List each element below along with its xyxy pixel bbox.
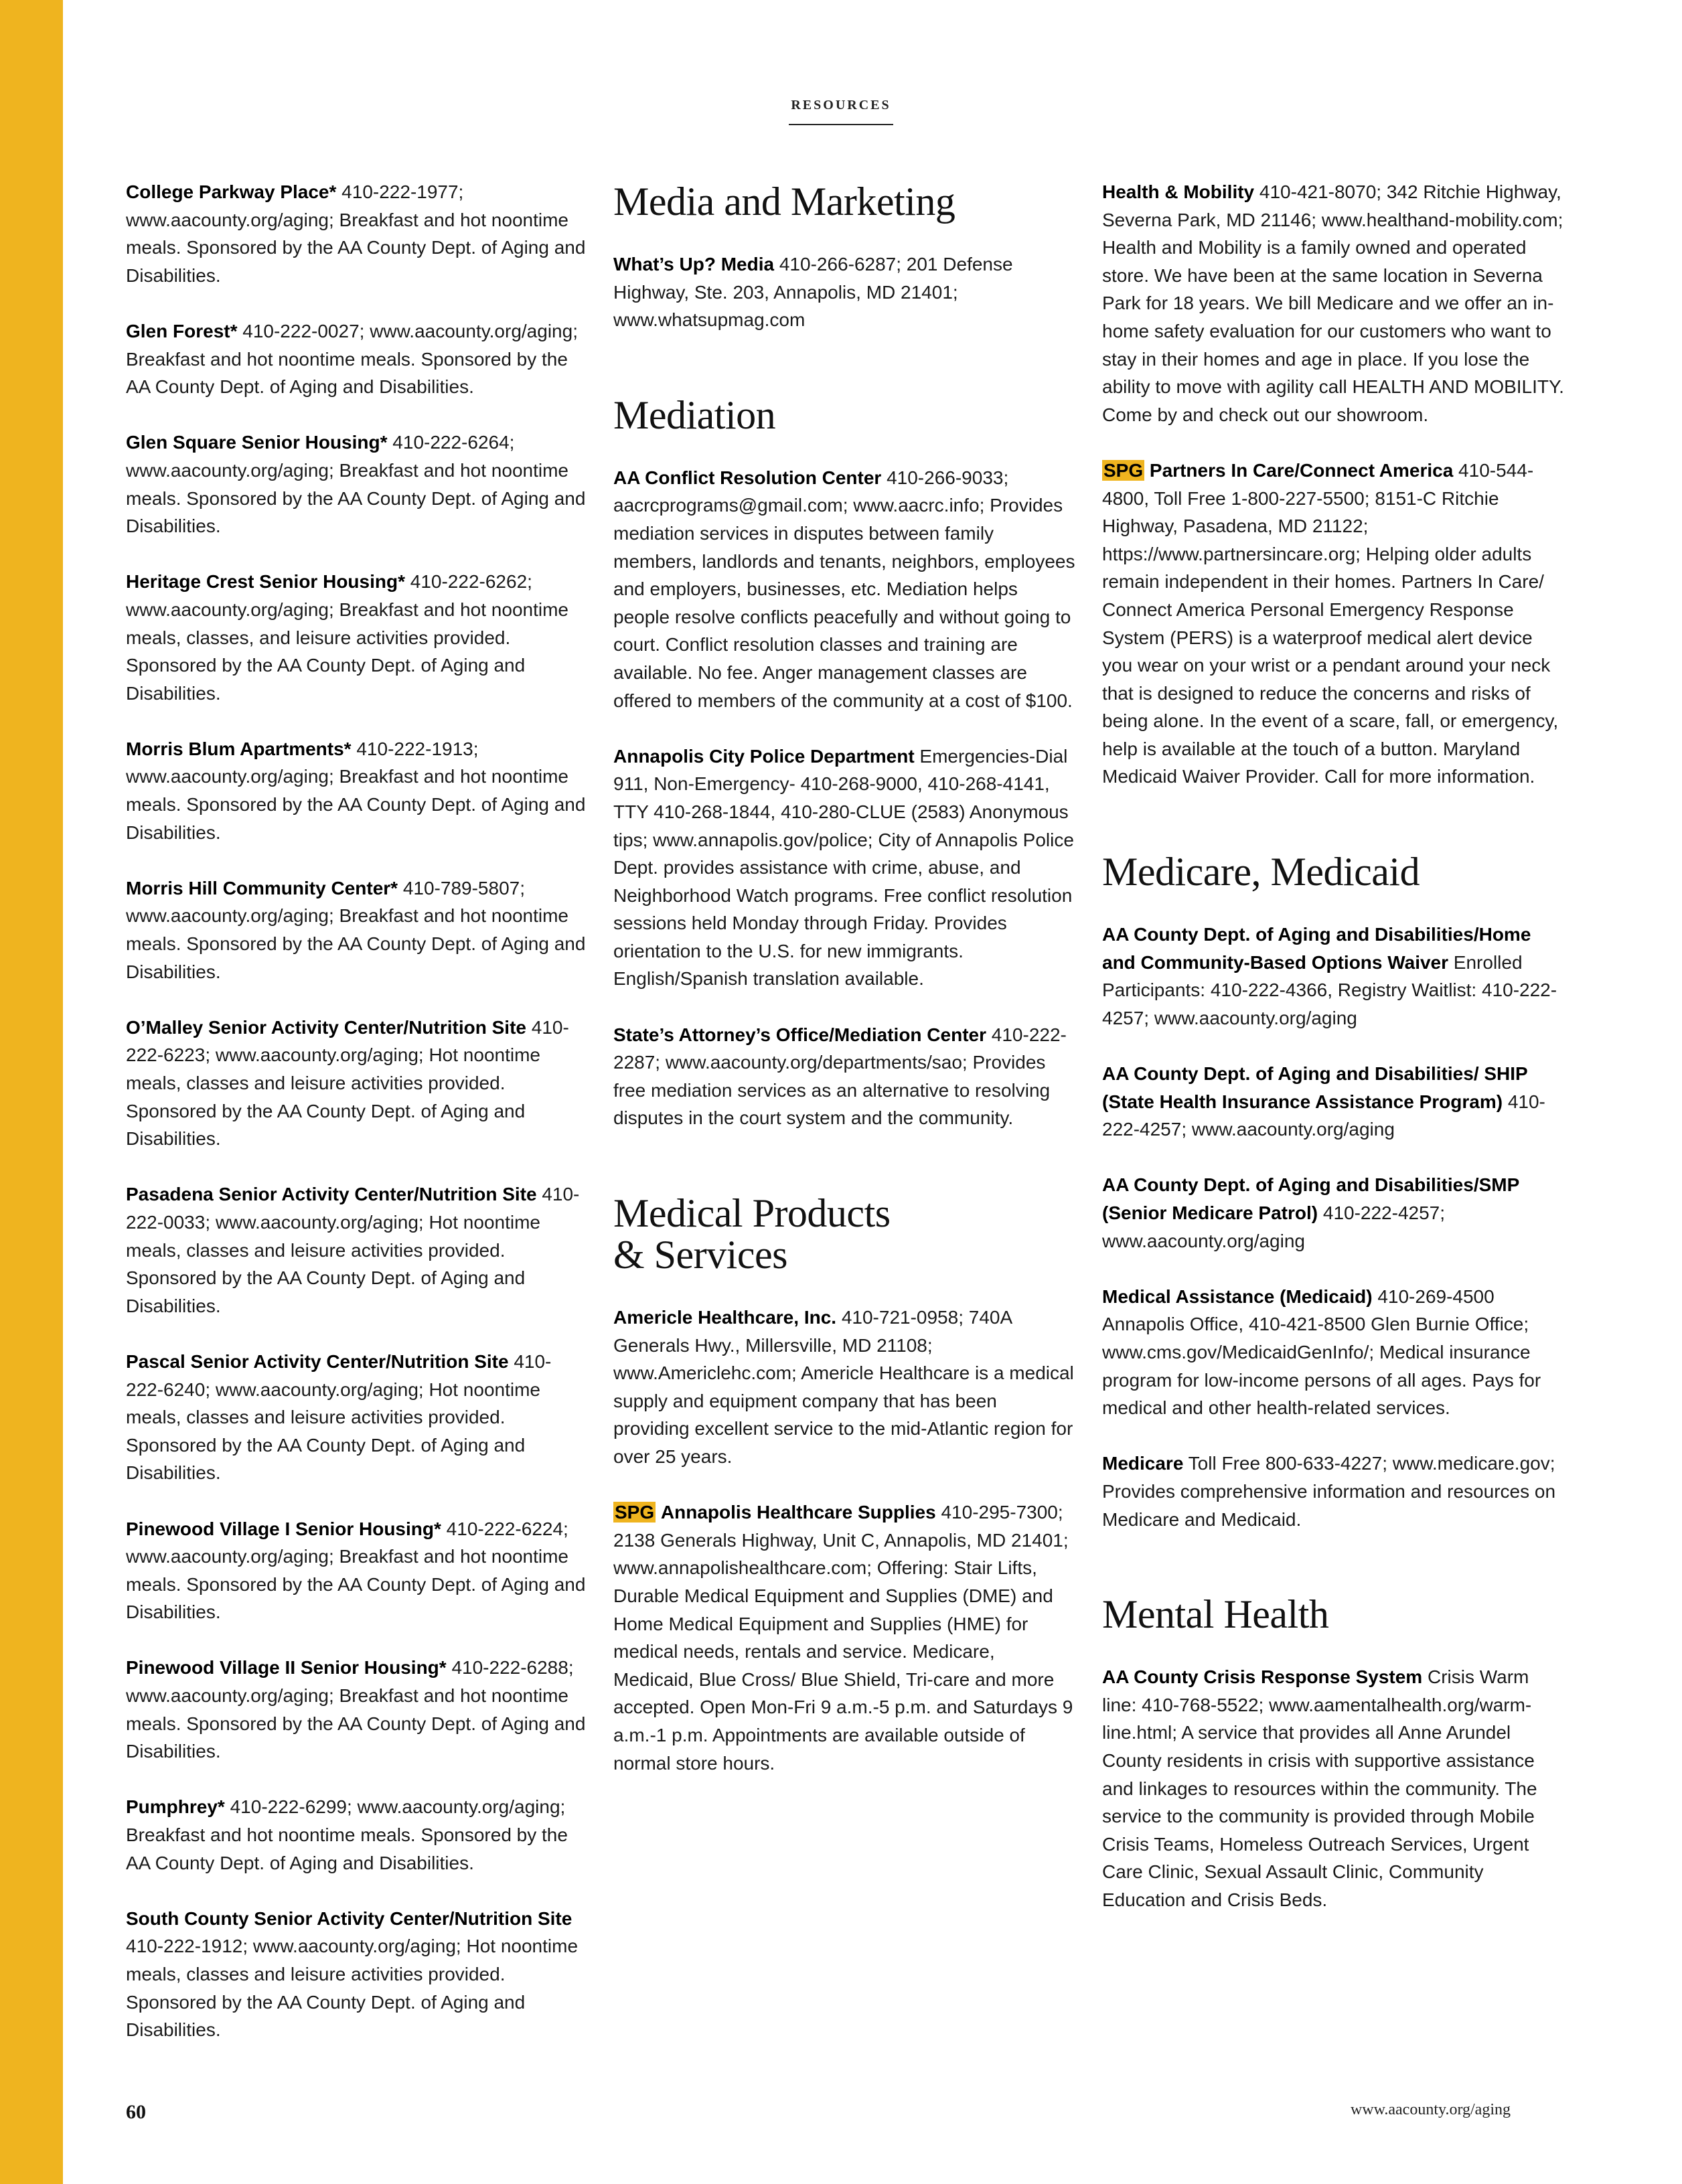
- listing-entry: [126, 178, 588, 289]
- listing-entry: [613, 464, 1075, 714]
- section-title-medical-products: [613, 1192, 1075, 1275]
- listing-details: 410-222-2287; www.aacounty.org/departments/sao; Provides free mediation services as an alternative to resolving disputes in the court system and the community.: [613, 1024, 1067, 1129]
- listing-entry: [126, 874, 588, 986]
- listing-entry: [1102, 178, 1564, 428]
- section-title-mental-health: Mental Health: [1102, 1592, 1329, 1637]
- listing-details: 410-721-0958; 740A Generals Hwy., Millersville, MD 21108; www.Americlehc.com; Americle Healthcare is a medical supply and equipment company that has been providing excellent service to the mid-Atlantic region for over 25 years.: [613, 1307, 1074, 1467]
- section-title-line: & Services: [613, 1233, 787, 1277]
- listing-entry: [126, 568, 588, 707]
- listing-name: Glen Forest*: [126, 320, 238, 341]
- listing-entry: [613, 1304, 1075, 1471]
- section-title-medicare-medicaid: Medicare, Medicaid: [1102, 850, 1420, 894]
- listing-name: Pinewood Village I Senior Housing*: [126, 1518, 441, 1539]
- listing-details: 410-222-6264; www.aacounty.org/aging; Breakfast and hot noontime meals. Sponsored by the AA County Dept. of Aging and Disabilities.: [126, 432, 586, 537]
- listing-details: 410-789-5807; www.aacounty.org/aging; Breakfast and hot noontime meals. Sponsored by the AA County Dept. of Aging and Disabilities.: [126, 877, 586, 982]
- listing-name: South County Senior Activity Center/Nutrition Site: [126, 1907, 572, 1929]
- listing-name: AA County Dept. of Aging and Disabilities/Home and Community-Based Options Waiver: [1102, 924, 1531, 973]
- listing-name: Medicare: [1102, 1453, 1184, 1474]
- listing-details: 410-421-8070; 342 Ritchie Highway, Severna Park, MD 21146; www.healthand-mobility.com; Health and Mobility is a family owned and operated store. We have been at the same location in Severna Park for 18 years. We bill Medicare and we offer an in-home safety evaluation for our customers who want to stay in their homes and age in place. If you lose the ability to move with agility call HEALTH AND MOBILITY. Come by and check out our showroom.: [1102, 181, 1564, 425]
- listing-details: 410-222-6262; www.aacounty.org/aging; Breakfast and hot noontime meals, classes, and leisure activities provided. Sponsored by the AA County Dept. of Aging and Disabilities.: [126, 571, 568, 704]
- listing-entry: [613, 1498, 1075, 1777]
- listing-entry: [1102, 1171, 1564, 1255]
- listing-name: Annapolis City Police Department: [613, 745, 915, 767]
- listing-name: Pinewood Village II Senior Housing*: [126, 1657, 447, 1679]
- listing-entry: [126, 735, 588, 846]
- listing-entry: [1102, 457, 1564, 791]
- listing-entry: [1102, 1663, 1564, 1914]
- listing-entry: [613, 1021, 1075, 1132]
- spg-badge: SPG: [615, 1502, 655, 1523]
- listing-name: Medical Assistance (Medicaid): [1102, 1285, 1373, 1307]
- listing-name: AA County Dept. of Aging and Disabilities/ SHIP (State Health Insurance Assistance Program): [1102, 1063, 1528, 1112]
- listing-details: 410-222-6223; www.aacounty.org/aging; Hot noontime meals, classes and leisure activities provided. Sponsored by the AA County Dept. of Aging and Disabilities.: [126, 1016, 569, 1150]
- column-3: [1102, 178, 1564, 1942]
- listing-name: Glen Square Senior Housing*: [126, 432, 388, 453]
- listing-details: 410-222-1912; www.aacounty.org/aging; Hot noontime meals, classes and leisure activities provided. Sponsored by the AA County Dept. of Aging and Disabilities.: [126, 1936, 579, 2041]
- listing-details: 410-222-4257; www.aacounty.org/aging: [1102, 1091, 1545, 1140]
- listing-entry: [1102, 921, 1564, 1032]
- listing-details: Enrolled Participants: 410-222-4366, Registry Waitlist: 410-222-4257; www.aacounty.org/aging: [1102, 951, 1557, 1028]
- listing-name: Pascal Senior Activity Center/Nutrition Site: [126, 1350, 509, 1372]
- listing-details: 410-222-0033; www.aacounty.org/aging; Hot noontime meals, classes and leisure activities provided. Sponsored by the AA County Dept. of Aging and Disabilities.: [126, 1184, 580, 1316]
- listing-entry: [126, 1654, 588, 1765]
- section-title-mediation: Mediation: [613, 392, 776, 437]
- listing-name: Annapolis Healthcare Supplies: [660, 1502, 936, 1523]
- listing-entry: [1102, 1283, 1564, 1422]
- listing-name: State’s Attorney’s Office/Mediation Center: [613, 1024, 986, 1045]
- listing-details: Emergencies-Dial 911, Non-Emergency- 410-268-9000, 410-268-4141, TTY 410-268-1844, 410-280-CLUE (2583) Anonymous tips; www.annapolis.gov/police; City of Annapolis Police Dept. provides assistance with crime, abuse, and Neighborhood Watch programs. Free conflict resolution sessions held Monday through Friday. Provides orientation to the U.S. for new immigrants. English/Spanish translation available.: [613, 745, 1074, 990]
- listing-details: 410-266-6287; 201 Defense Highway, Ste. 203, Annapolis, MD 21401; www.whatsupmag.com: [613, 254, 1013, 331]
- accent-side-bar: [0, 0, 63, 2184]
- listing-details: 410-222-6224; www.aacounty.org/aging; Breakfast and hot noontime meals. Sponsored by the AA County Dept. of Aging and Disabilities.: [126, 1518, 586, 1623]
- listing-details: 410-222-4257; www.aacounty.org/aging: [1102, 1202, 1446, 1251]
- spg-badge: SPG: [1103, 459, 1144, 481]
- listing-entry: [126, 317, 588, 401]
- listing-name: What’s Up? Media: [613, 254, 775, 275]
- footer-url: www.aacounty.org/aging: [1350, 2101, 1511, 2118]
- listing-details: 410-295-7300; 2138 Generals Highway, Unit C, Annapolis, MD 21401; www.annapolishealthcare.com; Offering: Stair Lifts, Durable Medical Equipment and Supplies (DME) and Home Medical Equipment and Supplies (HME) for medical needs, rentals and service. Medicare, Medicaid, Blue Cross/ Blue Shield, Tri-care and more accepted. Open Mon-Fri 9 a.m.-5 p.m. and Saturdays 9 a.m.-1 p.m. Appointments are available outside of normal store hours.: [613, 1502, 1073, 1774]
- listing-entry: [126, 1014, 588, 1153]
- listing-details: 410-269-4500 Annapolis Office, 410-421-8500 Glen Burnie Office; www.cms.gov/MedicaidGenInfo/; Medical insurance program for low-income persons of all ages. Pays for medical and other health-related services.: [1102, 1285, 1541, 1419]
- listing-name: Health & Mobility: [1102, 181, 1255, 202]
- section-title-media-marketing: Media and Marketing: [613, 179, 955, 224]
- listing-name: AA County Crisis Response System: [1102, 1666, 1423, 1688]
- listing-name: Americle Healthcare, Inc.: [613, 1307, 837, 1328]
- listing-name: Pumphrey*: [126, 1796, 225, 1818]
- listing-details: 410-544-4800, Toll Free 1-800-227-5500; 8151-C Ritchie Highway, Pasadena, MD 21122; https://www.partnersincare.org; Helping older adults remain independent in their homes. Partners In Care/ Connect America Personal Emergency Response System (PERS) is a waterproof medical alert device you wear on your wrist or a pendant around your neck that is designed to reduce the concerns and risks of being alone. In the event of a scare, fall, or emergency, help is available at the touch of a button. Maryland Medicaid Waiver Provider. Call for more information.: [1102, 459, 1559, 787]
- running-head: RESOURCES: [791, 98, 891, 112]
- running-head-rule: [789, 124, 893, 125]
- page-number: 60: [126, 2101, 146, 2123]
- listing-details: 410-266-9033; aacrcprograms@gmail.com; www.aacrc.info; Provides mediation services in disputes between family members, landlords and tenants, neighbors, employees and employers, businesses, etc. Mediation helps people resolve conflicts peacefully and without going to court. Conflict resolution classes and training are available. No fee. Anger management classes are offered to members of the community at a cost of $100.: [613, 467, 1075, 711]
- listing-details: 410-222-6288; www.aacounty.org/aging; Breakfast and hot noontime meals. Sponsored by the AA County Dept. of Aging and Disabilities.: [126, 1657, 586, 1762]
- listing-entry: [613, 743, 1075, 993]
- listing-details: 410-222-0027; www.aacounty.org/aging; Breakfast and hot noontime meals. Sponsored by the AA County Dept. of Aging and Disabilities.: [126, 320, 578, 398]
- listing-name: Morris Blum Apartments*: [126, 738, 352, 759]
- listing-details: Toll Free 800-633-4227; www.medicare.gov; Provides comprehensive information and resources on Medicare and Medicaid.: [1102, 1453, 1556, 1530]
- listing-entry: [126, 1793, 588, 1877]
- listing-name: O’Malley Senior Activity Center/Nutrition Site: [126, 1016, 526, 1038]
- listing-entry: [126, 1905, 588, 2044]
- listing-details: 410-222-6299; www.aacounty.org/aging; Breakfast and hot noontime meals. Sponsored by the AA County Dept. of Aging and Disabilities.: [126, 1796, 568, 1873]
- listing-entry: [126, 428, 588, 540]
- listing-name: Morris Hill Community Center*: [126, 877, 398, 899]
- listing-details: 410-222-6240; www.aacounty.org/aging; Hot noontime meals, classes and leisure activities provided. Sponsored by the AA County Dept. of Aging and Disabilities.: [126, 1350, 552, 1484]
- column-2: [613, 181, 1075, 1805]
- listing-entry: [126, 1515, 588, 1626]
- listing-name: Pasadena Senior Activity Center/Nutrition Site: [126, 1184, 537, 1205]
- listing-name: Partners In Care/Connect America: [1149, 459, 1454, 481]
- listing-entry: [1102, 1060, 1564, 1144]
- listing-details: 410-222-1977; www.aacounty.org/aging; Breakfast and hot noontime meals. Sponsored by the AA County Dept. of Aging and Disabilities.: [126, 181, 586, 286]
- listing-details: Crisis Warm line: 410-768-5522; www.aamentalhealth.org/warm-line.html; A service that provides all Anne Arundel County residents in crisis with supportive assistance and linkages to resources within the community. The service to the community is provided through Mobile Crisis Teams, Homeless Outreach Services, Urgent Care Clinic, Sexual Assault Clinic, Community Education and Crisis Beds.: [1102, 1666, 1537, 1910]
- listing-name: AA County Dept. of Aging and Disabilities/SMP (Senior Medicare Patrol): [1102, 1174, 1519, 1223]
- listing-entry: [1102, 1450, 1564, 1533]
- listing-name: AA Conflict Resolution Center: [613, 467, 882, 488]
- listing-entry: [126, 1180, 588, 1320]
- section-title-line: Medical Products: [613, 1191, 891, 1236]
- listing-entry: [613, 250, 1075, 334]
- listing-details: 410-222-1913; www.aacounty.org/aging; Breakfast and hot noontime meals. Sponsored by the AA County Dept. of Aging and Disabilities.: [126, 738, 586, 843]
- column-1: [126, 178, 588, 2072]
- listing-name: College Parkway Place*: [126, 181, 337, 202]
- listing-entry: [126, 1348, 588, 1487]
- listing-name: Heritage Crest Senior Housing*: [126, 571, 405, 593]
